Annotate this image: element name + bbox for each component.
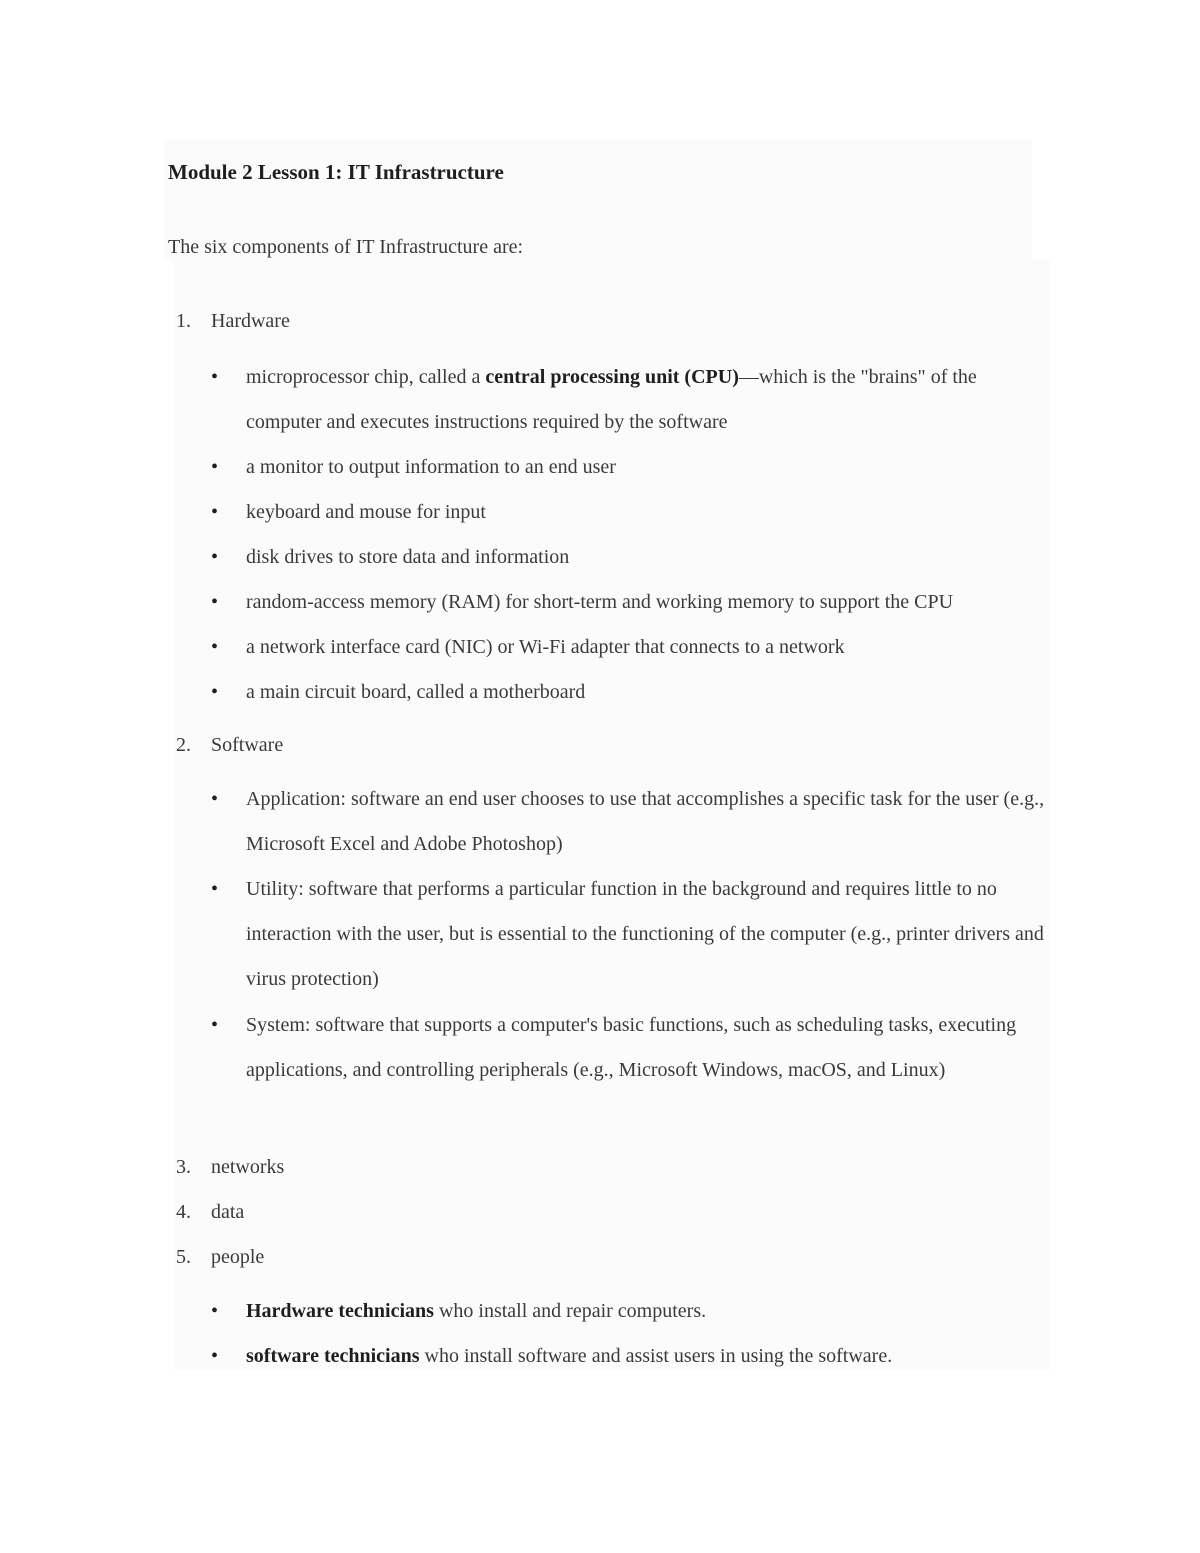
list-number: 1. xyxy=(176,310,191,332)
bullet-item: • random-access memory (RAM) for short-term and working memory to support the CPU xyxy=(246,580,1046,625)
bullet-item: • Utility: software that performs a particular function in the background and requires little to no interaction with the user, but is essential to the functioning of the computer (e.g., printer drivers and virus protection) xyxy=(246,867,1046,1002)
bullet-item: • a monitor to output information to an end user xyxy=(246,445,1046,490)
bullet-item: • software technicians who install software and assist users in using the software. xyxy=(246,1334,1046,1379)
list-label: Hardware xyxy=(211,310,290,332)
bullet-item: • Application: software an end user chooses to use that accomplishes a specific task for the user (e.g., Microsoft Excel and Adobe Photoshop) xyxy=(246,777,1046,867)
bullet-item: • keyboard and mouse for input xyxy=(246,490,1046,535)
list-number: 3. xyxy=(176,1156,191,1178)
bullet-item: • Hardware technicians who install and repair computers. xyxy=(246,1289,1046,1334)
list-label: people xyxy=(211,1246,265,1268)
page-title: Module 2 Lesson 1: IT Infrastructure xyxy=(168,160,504,184)
bullet-item: • disk drives to store data and information xyxy=(246,535,1046,580)
list-number: 2. xyxy=(176,734,191,756)
bullet-item: • a network interface card (NIC) or Wi-Fi adapter that connects to a network xyxy=(246,625,1046,670)
bullet-item: • System: software that supports a computer's basic functions, such as scheduling tasks, executing applications, and controlling peripherals (e.g., Microsoft Windows, macOS, and Linux) xyxy=(246,1003,1046,1093)
list-label: Software xyxy=(211,734,284,756)
intro-text: The six components of IT Infrastructure are: xyxy=(168,236,524,258)
list-number: 5. xyxy=(176,1246,191,1268)
bullet-item: • microprocessor chip, called a central processing unit (CPU)—which is the "brains" of the computer and executes instructions required by the software xyxy=(246,355,1046,445)
bullet-item: • a main circuit board, called a motherboard xyxy=(246,670,1046,715)
list-label: data xyxy=(211,1201,245,1223)
list-label: networks xyxy=(211,1156,285,1178)
list-number: 4. xyxy=(176,1201,191,1223)
